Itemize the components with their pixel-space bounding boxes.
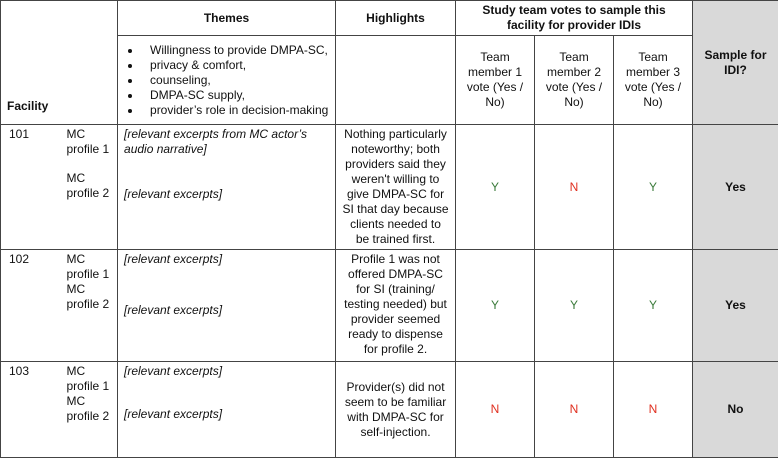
theme-item: • DMPA-SC supply, xyxy=(142,88,329,103)
profiles-cell xyxy=(61,250,118,362)
vote: N xyxy=(535,125,614,250)
member1-header: Team member 1 vote (Yes / No) xyxy=(456,36,535,125)
vote: N xyxy=(614,362,693,458)
profiles-cell xyxy=(61,362,118,458)
profiles-cell xyxy=(61,125,118,250)
highlight: Profile 1 was not offered DMPA-SC for SI (training/ testing needed) but provider seemed ready to dispense for profile 2. xyxy=(336,250,456,362)
profile: MC profile 1 xyxy=(66,127,110,156)
vote: Y xyxy=(535,250,614,362)
excerpts-cell xyxy=(118,125,336,250)
profile: MC profile 2 xyxy=(66,394,110,423)
profile: MC profile 1 xyxy=(66,252,110,281)
excerpt: [relevant excerpts] xyxy=(124,364,223,378)
table-row xyxy=(1,125,778,250)
vote: N xyxy=(456,362,535,458)
profile: MC profile 2 xyxy=(66,282,110,311)
theme-item: • Willingness to provide DMPA-SC, xyxy=(142,43,329,58)
member3-header: Team member 3 vote (Yes / No) xyxy=(614,36,693,125)
member2-header: Team member 2 vote (Yes / No) xyxy=(535,36,614,125)
highlight: Provider(s) did not seem to be familiar with DMPA-SC for self-injection. xyxy=(336,362,456,458)
excerpt: [relevant excerpts] xyxy=(124,407,223,421)
sample-decision: No xyxy=(693,362,778,458)
excerpt: [relevant excerpts] xyxy=(124,252,223,266)
highlight: Nothing particularly noteworthy; both providers said they weren't willing to give DMPA-SC for SI that day because clients needed to be trained first. xyxy=(336,125,456,250)
profile: MC profile 2 xyxy=(66,171,110,200)
table-row xyxy=(1,362,778,458)
vote: Y xyxy=(614,125,693,250)
vote: N xyxy=(535,362,614,458)
themes-header: Themes xyxy=(118,1,336,36)
vote: Y xyxy=(614,250,693,362)
sample-decision: Yes xyxy=(693,125,778,250)
theme-item: • privacy & comfort, xyxy=(142,58,329,73)
theme-list xyxy=(124,43,329,118)
sample-decision: Yes xyxy=(693,250,778,362)
facility-header: Facility xyxy=(1,1,118,125)
excerpts-cell xyxy=(118,362,336,458)
vote: Y xyxy=(456,125,535,250)
table-row xyxy=(1,250,778,362)
sample-header: Sample for IDI? xyxy=(693,1,778,125)
facility-id: 103 xyxy=(1,362,61,458)
excerpts-cell xyxy=(118,250,336,362)
theme-item: • provider’s role in decision-making xyxy=(142,103,329,118)
excerpt: [relevant excerpts] xyxy=(124,187,223,201)
votes-group-header: Study team votes to sample this facility for provider IDIs xyxy=(456,1,693,36)
vote: Y xyxy=(456,250,535,362)
theme-list-cell xyxy=(118,36,336,125)
highlights-header: Highlights xyxy=(336,1,456,36)
facility-id: 102 xyxy=(1,250,61,362)
profile: MC profile 1 xyxy=(66,364,110,393)
theme-item: • counseling, xyxy=(142,73,329,88)
highlights-empty xyxy=(336,36,456,125)
excerpt: [relevant excerpts] xyxy=(124,303,223,317)
facility-id: 101 xyxy=(1,125,61,250)
excerpt: [relevant excerpts from MC actor’s audio narrative] xyxy=(124,127,307,156)
